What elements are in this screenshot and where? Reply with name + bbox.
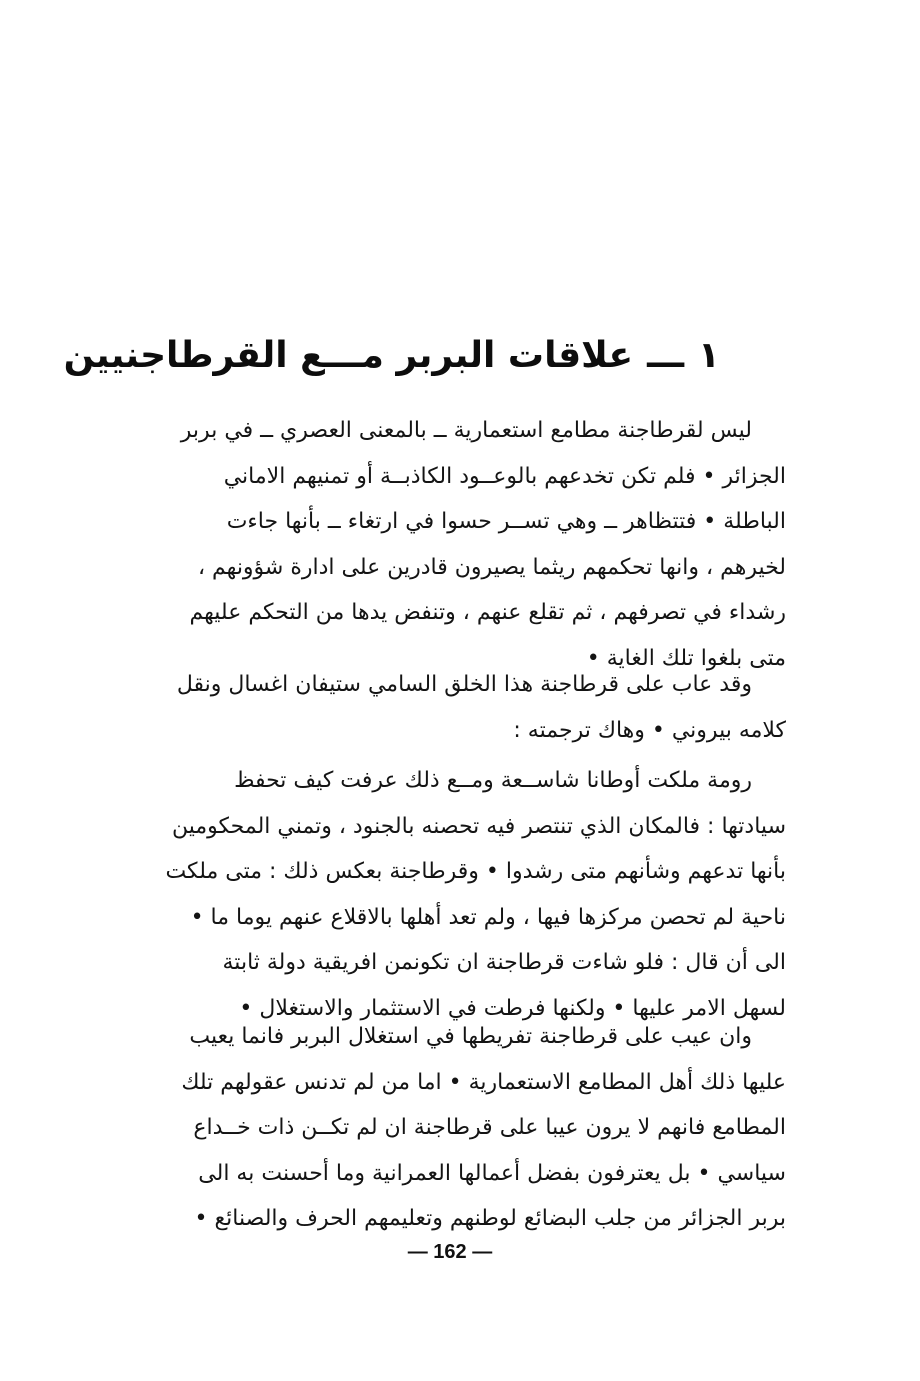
section-heading — [63, 328, 720, 384]
text-line: بربر الجزائر من جلب البضائع لوطنهم وتعليمهم الحرف والصنائع • — [194, 1206, 786, 1232]
text-line: المطامع فانهم لا يرون عيبا على قرطاجنة ان لم تكــن ذات خــداع — [193, 1115, 786, 1141]
text-line: متى بلغوا تلك الغاية • — [586, 645, 786, 671]
text-line: ناحية لم تحصن مركزها فيها ، ولم تعد أهلها بالاقلاع عنهم يوما ما • — [190, 904, 786, 930]
text-line: كلامه بيروني • وهاك ترجمته : — [513, 717, 786, 743]
text-line: الى أن قال : فلو شاءت قرطاجنة ان تكونمن افريقية دولة ثابتة — [222, 950, 786, 976]
text-line: الباطلة • فتتظاهر ــ وهي تســر حسوا في ارتغاء ــ بأنها جاءت — [226, 509, 786, 535]
page-number: — 162 — — [407, 1241, 493, 1263]
text-line: سيادتها : فالمكان الذي تنتصر فيه تحصنه بالجنود ، وتمني المحكومين — [171, 813, 786, 839]
text-line: لسهل الامر عليها • ولكنها فرطت في الاستثمار والاستغلال • — [239, 995, 786, 1021]
section-number: ١ — [698, 335, 720, 376]
text-line: رومة ملكت أوطانا شاســعة ومــع ذلك عرفت كيف تحفظ — [234, 768, 752, 793]
text-line: الجزائر • فلم تكن تخدعهم بالوعــود الكاذبــة أو تمنيهم الاماني — [223, 463, 786, 489]
text-line: عليها ذلك أهل المطامع الاستعمارية • اما من لم تدنس عقولهم تلك — [181, 1069, 786, 1095]
paragraph-4 — [134, 1014, 786, 1242]
text-line: لخيرهم ، وانها تحكمهم ريثما يصيرون قادرين على ادارة شؤونهم ، — [197, 554, 786, 580]
text-line: ليس لقرطاجنة مطامع استعمارية ــ بالمعنى العصري ــ في بربر — [180, 418, 752, 443]
section-title: علاقات البربر مـــع القرطاجنيين — [63, 335, 634, 376]
paragraph-3-quote — [134, 758, 786, 1032]
text-line: رشداء في تصرفهم ، ثم تقلع عنهم ، وتنفض يدها من التحكم عليهم — [189, 600, 786, 626]
text-line: وان عيب على قرطاجنة تفريطها في استغلال البربر فانما يعيب — [189, 1024, 752, 1049]
paragraph-1 — [134, 408, 786, 682]
paragraph-2 — [134, 662, 786, 753]
section-dash: ـــ — [647, 335, 685, 376]
text-line: وقد عاب على قرطاجنة هذا الخلق السامي ستيفان اغسال ونقل — [176, 672, 752, 697]
text-line: بأنها تدعهم وشأنهم متى رشدوا • وقرطاجنة بعكس ذلك : متى ملكت — [165, 859, 786, 885]
text-line: سياسي • بل يعترفون بفضل أعمالها العمرانية وما أحسنت به الى — [198, 1160, 786, 1186]
